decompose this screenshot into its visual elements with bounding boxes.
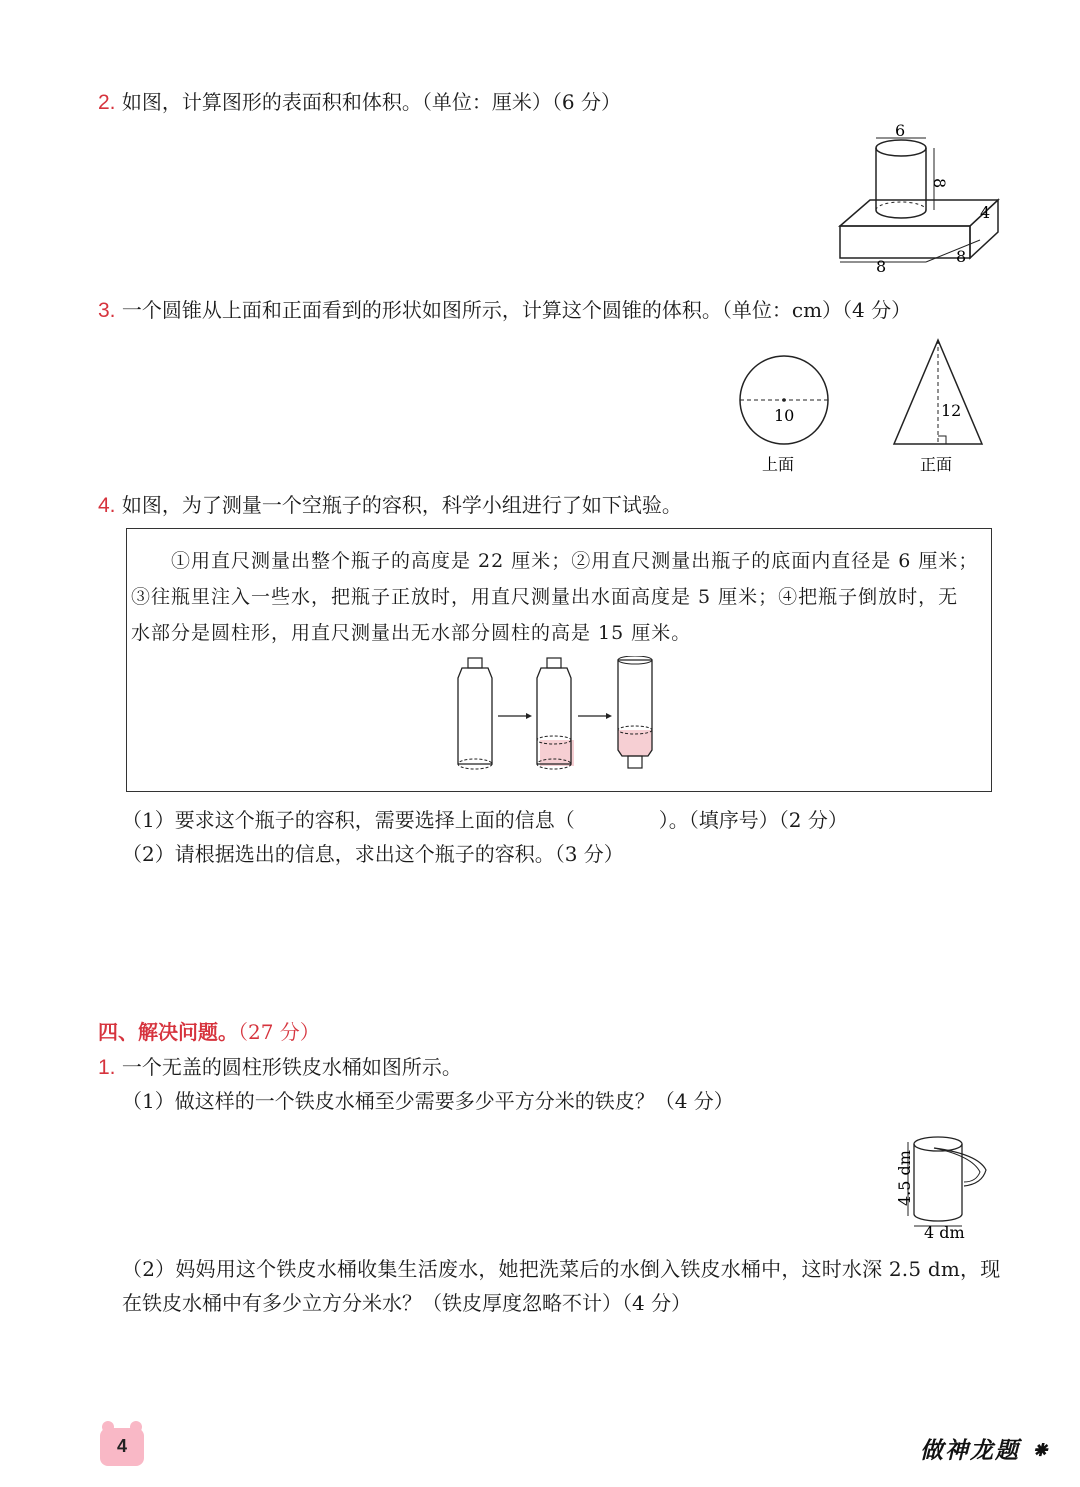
bottle-experiment-figure xyxy=(450,656,670,778)
box-front-face xyxy=(840,226,970,258)
page-number-badge xyxy=(100,1428,144,1466)
bucket-bottom xyxy=(914,1214,962,1221)
question-3-number: 3. xyxy=(98,299,116,322)
label-bucket-diameter: 4 dm xyxy=(924,1223,965,1242)
top-view-center xyxy=(782,398,786,402)
bottle-upright-water xyxy=(537,658,574,769)
question-2-text: 如图，计算图形的表面积和体积。（单位：厘米）（6 分） xyxy=(121,90,621,114)
label-height: 12 xyxy=(941,401,962,420)
section-4-title: 四、解决问题。 xyxy=(98,1020,238,1044)
arrow-1-head xyxy=(526,713,532,719)
label-box-length: 8 xyxy=(876,257,887,276)
cylinder-bottom-hidden xyxy=(876,202,926,210)
label-front-view: 正面 xyxy=(920,455,953,474)
problem-1-text: 一个无盖的圆柱形铁皮水桶如图所示。 xyxy=(121,1055,462,1079)
section-4-points: （27 分） xyxy=(238,1020,320,1044)
cylinder-on-box-figure xyxy=(830,118,1000,278)
label-bucket-height: 4.5 dm xyxy=(895,1150,914,1206)
label-box-height: 4 xyxy=(980,203,991,222)
cone-views-figure xyxy=(730,330,1000,480)
question-4-text: 如图，为了测量一个空瓶子的容积，科学小组进行了如下试验。 xyxy=(121,493,682,517)
arrow-2-head xyxy=(606,713,612,719)
sub1-text-a: （1）要求这个瓶子的容积，需要选择上面的信息（ xyxy=(122,808,575,832)
problem-1-sub1: （1）做这样的一个铁皮水桶至少需要多少平方分米的铁皮？（4 分） xyxy=(122,1089,734,1113)
question-4-sub2: （2）请根据选出的信息，求出这个瓶子的容积。（3 分） xyxy=(122,842,624,866)
problem-1-sub2-line2: 在铁皮水桶中有多少立方分米水？（铁皮厚度忽略不计）（4 分） xyxy=(122,1291,692,1315)
bottle-empty xyxy=(458,658,492,769)
bucket-handle xyxy=(934,1148,986,1186)
label-top-diameter: 6 xyxy=(895,121,906,140)
problem-1-number: 1. xyxy=(98,1056,116,1079)
brand-logo: 做神龙题 ⁕ xyxy=(920,1437,1052,1464)
label-cyl-height: 8 xyxy=(930,178,949,189)
bucket-handle-inner xyxy=(934,1148,980,1182)
label-box-width: 8 xyxy=(956,247,967,266)
experiment-line-2: ③往瓶里注入一些水，把瓶子正放时，用直尺测量出水面高度是 5 厘米；④把瓶子倒放时，无 xyxy=(131,586,959,608)
question-2 xyxy=(98,88,621,117)
question-4-number: 4. xyxy=(98,494,116,517)
question-3 xyxy=(98,296,911,325)
cylinder-top xyxy=(876,140,926,156)
bucket-figure xyxy=(882,1130,994,1242)
right-angle-mark xyxy=(938,436,946,444)
bottle-inverted xyxy=(618,656,652,768)
label-diameter: 10 xyxy=(774,406,795,425)
cylinder-bottom xyxy=(876,210,926,218)
question-2-number: 2. xyxy=(98,91,116,114)
question-3-text: 一个圆锥从上面和正面看到的形状如图所示，计算这个圆锥的体积。（单位：cm）（4 分） xyxy=(121,298,912,322)
problem-1 xyxy=(98,1053,462,1082)
experiment-line-1: ①用直尺测量出整个瓶子的高度是 22 厘米；②用直尺测量出瓶子的底面内直径是 6 厘米； xyxy=(171,550,979,572)
label-top-view: 上面 xyxy=(762,455,795,474)
page-number: 4 xyxy=(116,1436,127,1456)
experiment-line-3: 水部分是圆柱形，用直尺测量出无水部分圆柱的高是 15 厘米。 xyxy=(131,622,692,644)
question-4 xyxy=(98,491,682,520)
problem-1-sub2-line1: （2）妈妈用这个铁皮水桶收集生活废水，她把洗菜后的水倒入铁皮水桶中，这时水深 2.5 dm，现 xyxy=(122,1257,1001,1281)
sub1-text-b: ）。（填序号）（2 分） xyxy=(658,808,848,832)
question-4-sub1 xyxy=(122,806,848,834)
section-4-heading xyxy=(98,1016,320,1045)
